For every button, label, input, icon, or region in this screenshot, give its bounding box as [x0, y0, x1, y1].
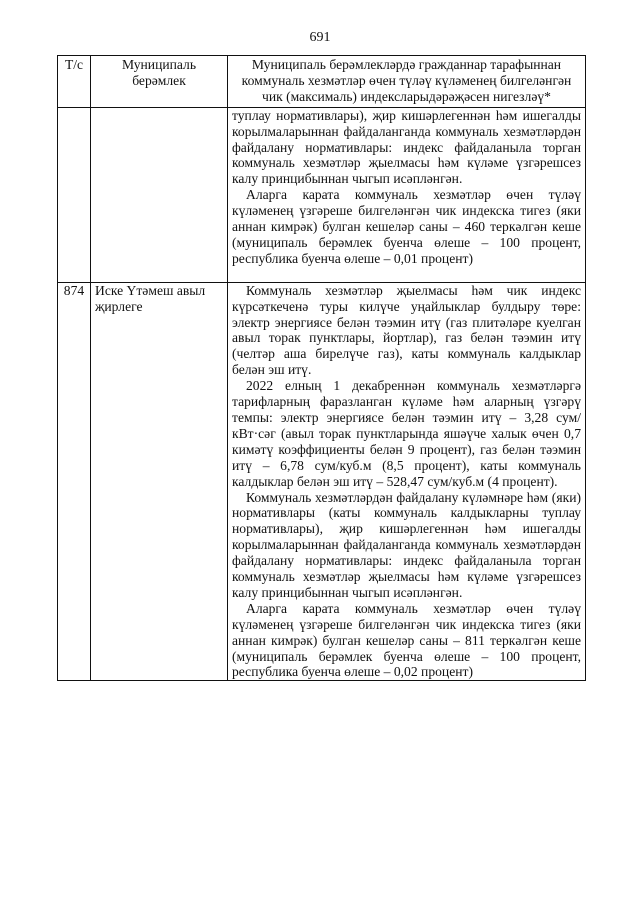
municipality-name: [91, 107, 228, 282]
table-row: [58, 107, 586, 282]
header-municipality: Муниципаль берәмлек: [91, 56, 228, 108]
page-number: 691: [309, 30, 331, 45]
table-header-row: [58, 56, 586, 108]
justification-text: [228, 107, 586, 282]
header-justification: Муниципаль берәмлекләрдә гражданнар тарафыннан коммуналь хезмәтләр өчен түләү күләменең билгеләнгән чик (максималь) индексларыдәрәҗәсен нигезләү*: [228, 56, 586, 108]
paragraph: Аларга карата коммуналь хезмәтләр өчен түләү күләменең үзгәреше билгеләнгән чик индекска тигез (яки аннан кимрәк) булган кешеләр саны – 460 теркәлгән кеше (муниципаль берәмлек буенча өлеше – 100 процент, республика буенча өлеше – 0,01 процент): [232, 187, 581, 266]
index-justification-table: [57, 55, 586, 681]
row-number: 874: [58, 282, 91, 681]
header-number: Т/с: [58, 56, 91, 108]
municipality-name: Иске Үтәмеш авыл җирлеге: [91, 282, 228, 681]
table-row: [58, 282, 586, 681]
paragraph: Аларга карата коммуналь хезмәтләр өчен түләү күләменең үзгәреше билгеләнгән чик индекска тигез (яки аннан кимрәк) булган кешеләр саны – 811 теркәлгән кеше (муниципаль берәмлек буенча өлеше – 100 процент, республика буенча өлеше – 0,02 процент): [232, 600, 581, 680]
justification-text: [228, 282, 586, 681]
paragraph: Коммуналь хезмәтләр җыелмасы һәм чик индекс күрсәткеченә туры килүче уңайлыклар булдыру төре: электр энергиясе белән тәэмин итү (газ плитәләре куелган авыл торак пунктлары, йортлар), газ белән тәэмин итү (челтәр аша бирелүче газ), каты коммуналь калдыклар белән эш итү.: [232, 282, 581, 378]
paragraph: 2022 елның 1 декабреннән коммуналь хезмәтләргә тарифларның фаразланган күләме һәм аларның үзгәрү темпы: электр энергиясе белән тәэмин итү – 3,28 сум/кВт·сәг (авыл торак пунктларында яшәүче халык өчен 0,7 кимәтү коэффициенты белән 9 процент), газ белән тәэмин итү – 6,78 сум/куб.м (8,5 процент), каты коммуналь калдыклар белән эш итү – 528,47 сум/куб.м (4 процент).: [232, 378, 581, 489]
row-number: [58, 107, 91, 282]
paragraph: Коммуналь хезмәтләрдән файдалану күләмнәре һәм (яки) нормативлары (каты коммуналь калдыкларны туплау нормативлары), җир кишәрлегеннән һәм ишегалды корылмаларыннан файдаланганда коммуналь хезмәтләрдән файдалану нормативлары: индекс файдаланыла торган коммуналь хезмәтләр җыелмасы һәм күләме үзгәрешсез калу принцибыннан чыгып исәпләнгән.: [232, 489, 581, 600]
paragraph: туплау нормативлары), җир кишәрлегеннән һәм ишегалды корылмаларыннан файдаланганда коммуналь хезмәтләрдән файдалану нормативлары: индекс файдаланыла торган коммуналь хезмәтләр җыелмасы һәм күләме үзгәрешсез калу принцибыннан чыгып исәпләнгән.: [232, 107, 581, 187]
